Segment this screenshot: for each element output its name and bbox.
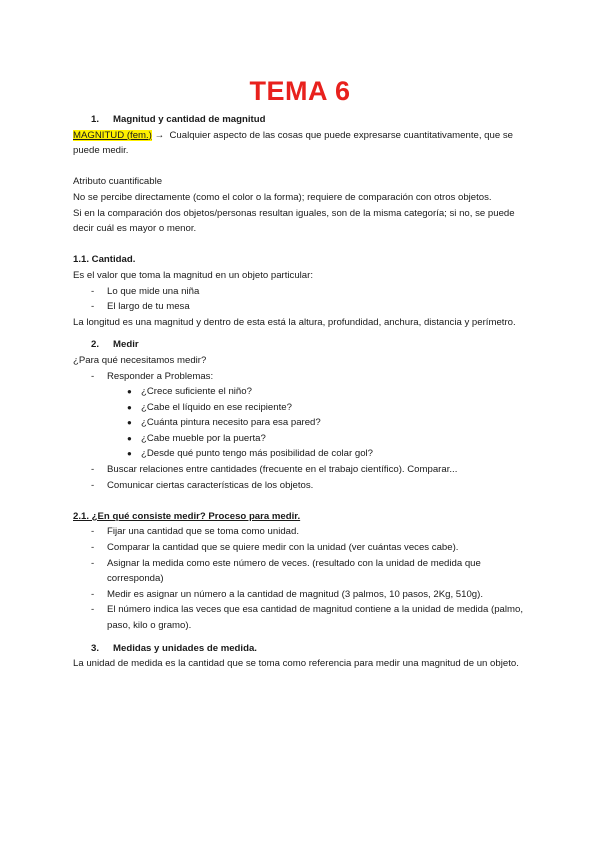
medir-list	[73, 369, 533, 385]
list-item: - Comunicar ciertas características de los objetos.	[73, 478, 533, 494]
list-item: ● ¿Desde qué punto tengo más posibilidad de colar gol?	[73, 446, 533, 462]
list-item: - Asignar la medida como este número de veces. (resultado con la unidad de medida que corresponda)	[73, 556, 533, 587]
cantidad-list	[73, 284, 533, 315]
section-2-heading	[91, 337, 533, 353]
list-item: ● ¿Cabe mueble por la puerta?	[73, 431, 533, 447]
list-item: - El número indica las veces que esa cantidad de magnitud contiene a la unidad de medida (palmo, paso, kilo o gramo).	[73, 602, 533, 633]
process-list	[73, 524, 533, 633]
section-2-title: Medir	[113, 339, 139, 351]
list-item: - Fijar una cantidad que se toma como unidad.	[73, 524, 533, 540]
problems-list	[73, 384, 533, 462]
list-item: - Lo que mide una niña	[73, 284, 533, 300]
list-item: - Medir es asignar un número a la cantidad de magnitud (3 palmos, 10 pasos, 2Kg, 510g).	[73, 587, 533, 603]
list-item: - El largo de tu mesa	[73, 299, 533, 315]
section-2-number: 2.	[91, 339, 100, 351]
medir-list-continued	[73, 462, 533, 493]
attribute-label: Atributo cuantificable	[73, 176, 163, 188]
section-1-heading	[91, 112, 533, 128]
page-title: TEMA 6	[249, 76, 351, 106]
list-item: - Comparar la cantidad que se quiere medir con la unidad (ver cuántas veces cabe).	[73, 540, 533, 556]
section-3-title: Medidas y unidades de medida.	[113, 642, 257, 654]
longitud-paragraph: La longitud es una magnitud y dentro de esta está la altura, profundidad, anchura, distancia y perímetro.	[73, 316, 516, 328]
section-2-1-heading: 2.1. ¿En qué consiste medir? Proceso para medir.	[73, 510, 301, 522]
unidad-paragraph: La unidad de medida es la cantidad que se toma como referencia para medir una magnitud de un objeto.	[73, 658, 519, 670]
attribute-paragraph-1: No se percibe directamente (como el color o la forma); requiere de comparación con otros objetos.	[73, 191, 492, 203]
magnitud-definition-text: Cualquier aspecto de las cosas que puede expresarse cuantitativamente, que se puede medir.	[73, 129, 513, 157]
list-item: - Responder a Problemas:	[73, 369, 533, 385]
section-1-number: 1.	[91, 114, 100, 125]
arrow-glyph: →	[154, 129, 165, 141]
list-item: ● ¿Cabe el líquido en ese recipiente?	[73, 400, 533, 416]
section-1-1-heading: 1.1. Cantidad.	[73, 254, 136, 266]
magnitud-term: MAGNITUD (fem.)	[73, 129, 152, 141]
magnitud-definition	[73, 128, 533, 159]
attribute-paragraph-2: Si en la comparación dos objetos/personas resultan iguales, son de la misma categoría; si no, se puede decir cuál es mayor o menor.	[73, 207, 515, 235]
medir-question: ¿Para qué necesitamos medir?	[73, 354, 207, 366]
cantidad-intro: Es el valor que toma la magnitud en un objeto particular:	[73, 269, 313, 281]
document-body	[73, 112, 533, 672]
list-item: - Buscar relaciones entre cantidades (frecuente en el trabajo científico). Comparar...	[73, 462, 533, 478]
section-1-title: Magnitud y cantidad de magnitud	[113, 114, 266, 125]
section-3-heading	[91, 641, 533, 657]
section-3-number: 3.	[91, 642, 100, 654]
list-item: ● ¿Crece suficiente el niño?	[73, 384, 533, 400]
list-item: ● ¿Cuánta pintura necesito para esa pared?	[73, 415, 533, 431]
